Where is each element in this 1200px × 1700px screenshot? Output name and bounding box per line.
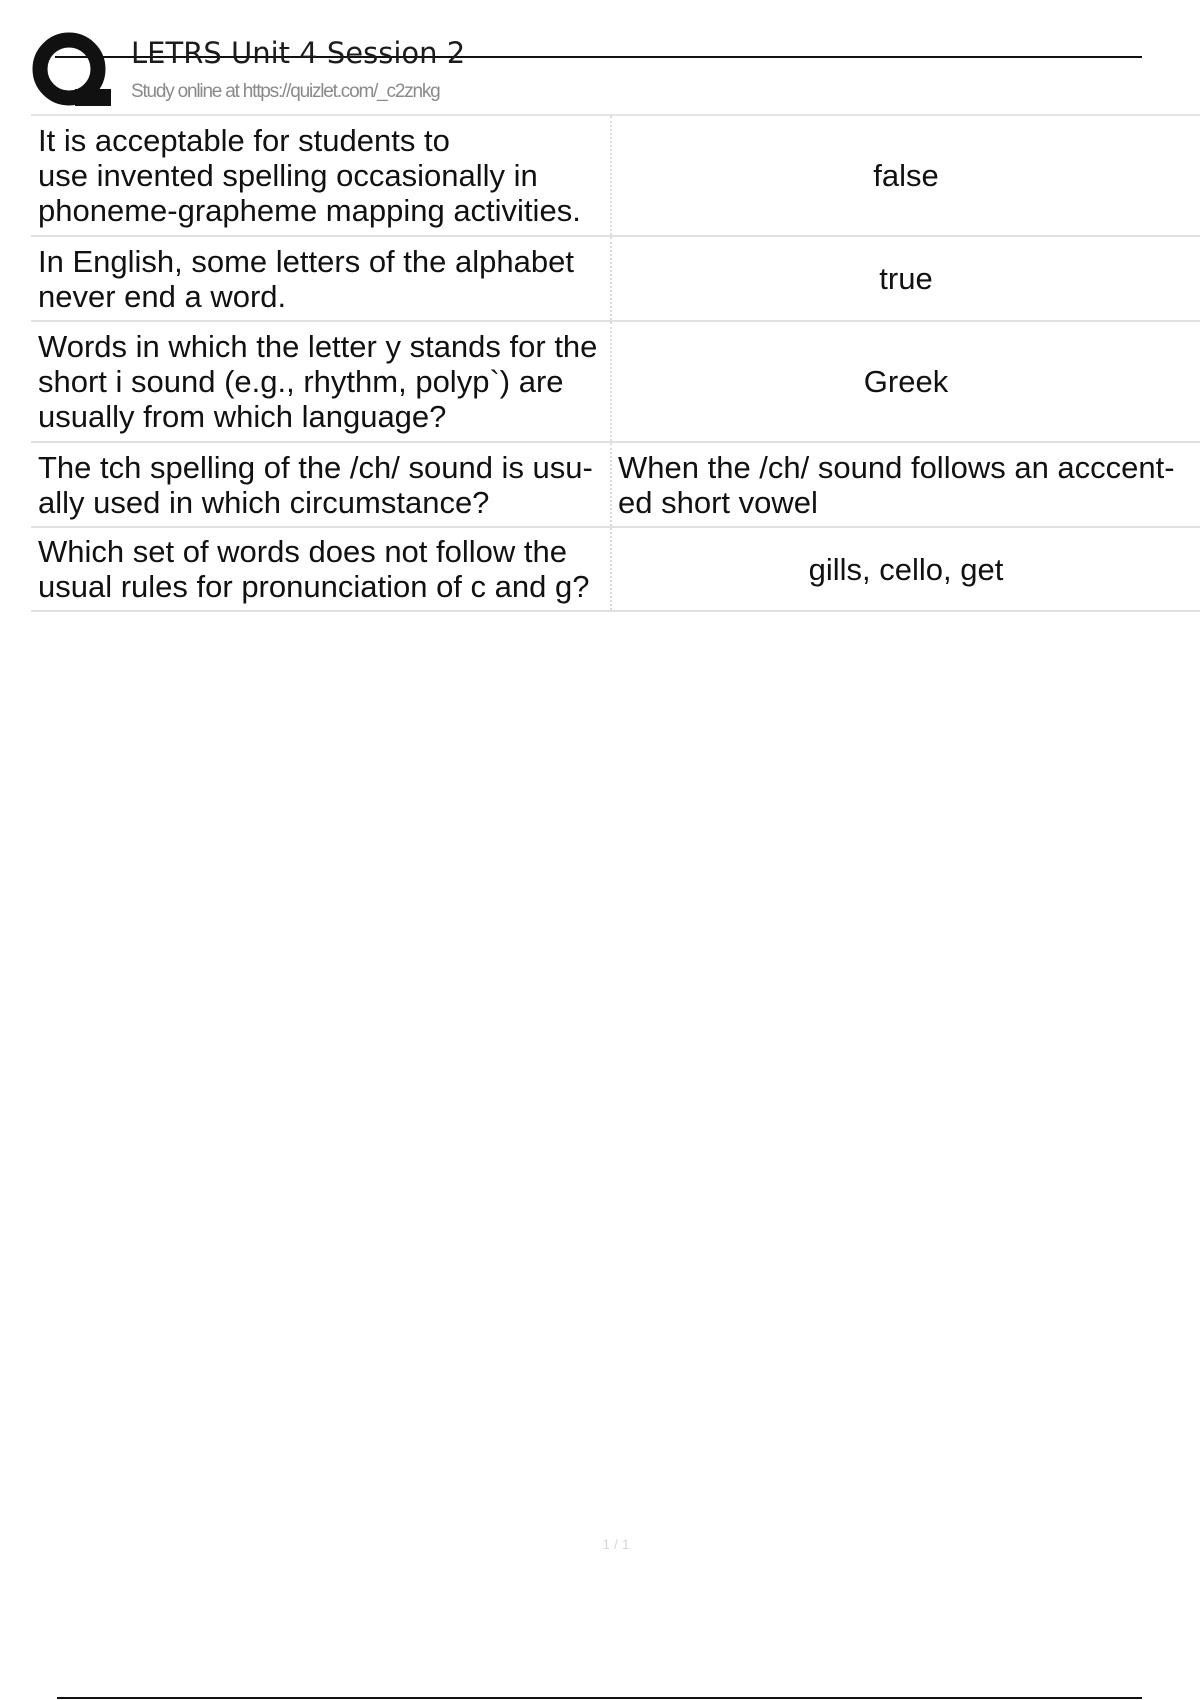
card-term — [31, 116, 612, 235]
page-number: 1 / 1 — [602, 1536, 630, 1552]
card-definition — [612, 322, 1200, 441]
term-line: In English, some letters of the alphabet — [38, 243, 574, 279]
card-row — [31, 528, 1200, 612]
term-line: short i sound (e.g., rhythm, polyp`) are — [38, 364, 564, 399]
definition-line: ed short vowel — [618, 484, 818, 520]
card-row — [31, 116, 1200, 237]
card-term — [31, 443, 612, 526]
term-line: Words in which the letter y stands for the — [38, 329, 598, 364]
definition-line: gills, cello, get — [808, 551, 1004, 587]
term-line: It is acceptable for students to — [38, 123, 450, 158]
term-line: phoneme-grapheme mapping activities. — [38, 193, 581, 228]
term-line: The tch spelling of the /ch/ sound is usu- — [38, 449, 593, 485]
document-header — [0, 0, 1200, 118]
term-line: usual rules for pronunciation of c and g? — [38, 569, 590, 604]
term-line: ally used in which circumstance? — [38, 484, 490, 520]
definition-line: true — [879, 261, 933, 296]
definition-line: Greek — [863, 364, 949, 399]
card-row — [31, 322, 1200, 443]
card-term — [31, 528, 612, 610]
card-term — [31, 237, 612, 320]
card-definition — [612, 116, 1200, 235]
definition-line: When the /ch/ sound follows an acccent- — [618, 449, 1175, 485]
footer-rule — [57, 1697, 1142, 1699]
term-line: Which set of words does not follow the — [38, 534, 567, 569]
term-line: usually from which language? — [38, 399, 447, 434]
term-line: use invented spelling occasionally in — [38, 158, 538, 193]
card-row — [31, 443, 1200, 528]
flashcard-table — [31, 116, 1200, 612]
card-row — [31, 237, 1200, 322]
card-definition — [612, 443, 1200, 526]
card-definition — [612, 237, 1200, 320]
study-online-link[interactable]: Study online at https://quizlet.com/_c2znkg — [131, 81, 440, 102]
set-title: LETRS Unit 4 Session 2 — [131, 36, 466, 70]
card-term — [31, 322, 612, 441]
definition-line: false — [873, 158, 939, 193]
term-line: never end a word. — [38, 278, 287, 314]
quizlet-logo-icon — [31, 31, 111, 111]
card-definition — [612, 528, 1200, 610]
